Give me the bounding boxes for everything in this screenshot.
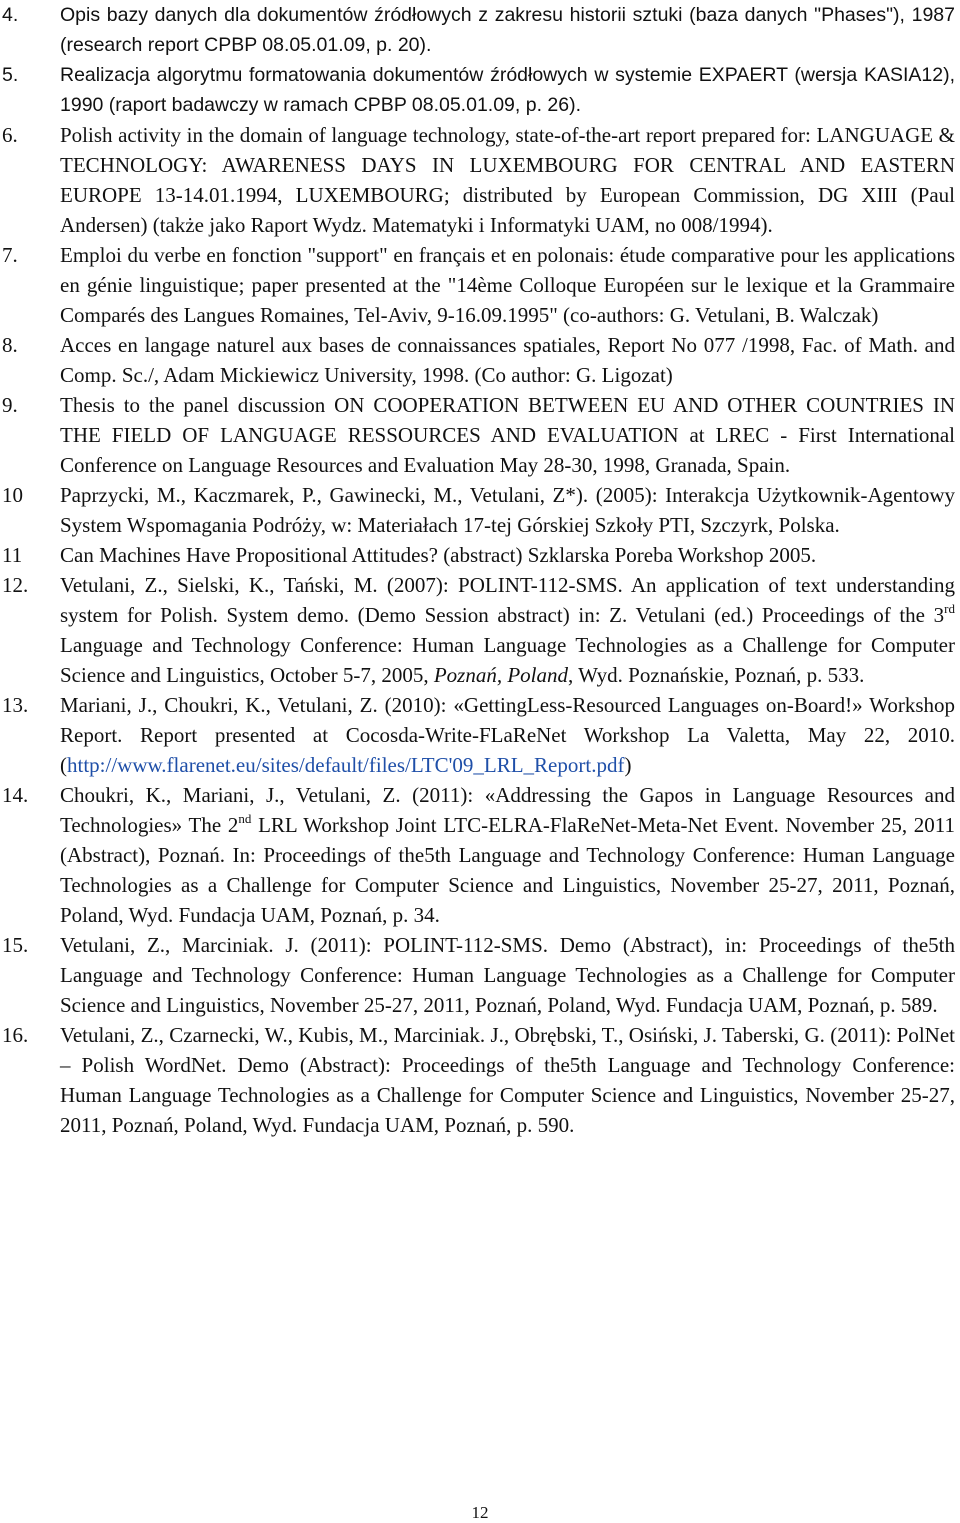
entry-number: 7. [2,243,18,267]
entry-text-segment: Thesis to the panel discussion ON COOPERATION BETWEEN EU AND OTHER COUNTRIES IN THE FIELD OF LANGUAGE RESSOURCES AND EVALUATION at LREC - First International Conference on Language Resources and Evaluation May 28-30, 1998, Granada, Spain. [60,393,955,477]
entry-number: 11 [2,543,23,567]
entry-text-segment: , Wyd. Poznańskie, Poznań, p. 533. [568,663,865,687]
entry-text-segment: Mariani, J., Choukri, K., Vetulani, Z. (2010): «GettingLess-Resourced Languages on-Board!» Workshop Report. Report presented at Cocosda-Write-FLaReNet Workshop La Valetta, May 22, 2010. ( [60,693,955,777]
superscript-text: rd [944,601,955,616]
entry-number: 12. [2,573,29,597]
report-url-link[interactable]: http://www.flarenet.eu/sites/default/files/LTC'09_LRL_Report.pdf [67,753,625,777]
bibliography-entry [0,390,960,480]
bibliography-entry [0,60,960,120]
entry-text-segment: Opis bazy danych dla dokumentów źródłowych z zakresu historii sztuki (baza danych "Phases"), 1987 (research report CPBP 08.05.01.09, p. 20). [60,4,955,56]
entry-text-segment: Realizacja algorytmu formatowania dokumentów źródłowych w systemie EXPAERT (wersja KASIA12), 1990 (raport badawczy w ramach CPBP 08.05.01.09, p. 26). [60,64,955,116]
entry-text-segment: ) [624,753,632,777]
entry-text [60,930,955,1020]
entry-text [60,390,955,480]
bibliography-entry [0,1020,960,1140]
entry-text [60,540,955,570]
entry-text-segment: Language and Technology Conference: Human Language Technologies as a Challenge for Computer Science and Linguistics, October 5-7, 2005, [60,633,955,687]
entry-number: 13. [2,693,29,717]
bibliography-entry [0,330,960,390]
entry-number: 10 [2,483,23,507]
entry-text-segment: Acces en langage naturel aux bases de connaissances spatiales, Report No 077 /1998, Fac. of Math. and Comp. Sc./, Adam Mickiewicz University, 1998. (Co author: G. Ligozat) [60,333,955,387]
entry-number: 9. [2,393,18,417]
entry-text [60,330,955,390]
superscript-text: nd [238,811,252,826]
bibliography-entry [0,0,960,60]
bibliography-entry [0,120,960,240]
bibliography-entry [0,480,960,540]
bibliography-entry [0,690,960,780]
entry-text-segment: Vetulani, Z., Marciniak. J. (2011): POLINT-112-SMS. Demo (Abstract), in: Proceedings of the5th Language and Technology Conference: Human Language Technologies as a Challenge for Computer Science and Linguistics, November 25-27, 2011, Poznań, Poland, Wyd. Fundacja UAM, Poznań, p. 589. [60,933,955,1017]
entry-text [60,570,955,690]
entry-number: 6. [2,123,18,147]
entry-number: 5. [2,64,19,86]
entry-text [60,120,955,240]
entry-text [60,0,955,60]
entry-text-segment: Paprzycki, M., Kaczmarek, P., Gawinecki, M., Vetulani, Z*). (2005): Interakcja Użytkownik-Agentowy System Wspomagania Podróży, w: Materiałach 17-tej Górskiej Szkoły PTI, Szczyrk, Polska. [60,483,955,537]
entry-text-segment: Vetulani, Z., Sielski, K., Tański, M. (2007): POLINT-112-SMS. An application of text understanding system for Polish. System demo. (Demo Session abstract) in: Z. Vetulani (ed.) Proceedings of the 3 [60,573,955,627]
entry-number: 15. [2,933,29,957]
bibliography-entry [0,570,960,690]
entry-text [60,60,955,120]
page-number: 12 [471,1503,489,1522]
entry-text [60,1020,955,1140]
entry-text-segment: Emploi du verbe en fonction "support" en français et en polonais: étude comparative pour les applications en génie linguistique; paper presented at the "14ème Colloque Européen sur le lexique et la Grammaire Comparés des Langues Romaines, Tel-Aviv, 9-16.09.1995" (co-authors: G. Vetulani, B. Walczak) [60,243,955,327]
entry-number: 4. [2,4,19,26]
entry-text-segment: LRL Workshop Joint LTC-ELRA-FlaReNet-Meta-Net Event. November 25, 2011 (Abstract), Poznań. In: Proceedings of the5th Language and Technology Conference: Human Language Technologies as a Challenge for Computer Science and Linguistics, November 25-27, 2011, Poznań, Poland, Wyd. Fundacja UAM, Poznań, p. 34. [60,813,955,927]
bibliography-entry [0,540,960,570]
entry-text [60,240,955,330]
entry-text [60,780,955,930]
entry-text [60,690,955,780]
entry-text-segment: Polish activity in the domain of language technology, state-of-the-art report prepared for: LANGUAGE & TECHNOLOGY: AWARENESS DAYS IN LUXEMBOURG FOR CENTRAL AND EASTERN EUROPE 13-14.01.1994, LUXEMBOURG; distributed by European Commission, DG XIII (Paul Andersen) (także jako Raport Wydz. Matematyki i Informatyki UAM, no 008/1994). [60,123,955,237]
entry-text [60,480,955,540]
entry-number: 14. [2,783,29,807]
entry-number: 8. [2,333,18,357]
entry-text-segment: Vetulani, Z., Czarnecki, W., Kubis, M., Marciniak. J., Obrębski, T., Osiński, J. Taberski, G. (2011): PolNet – Polish WordNet. Demo (Abstract): Proceedings of the5th Language and Technology Conference: Human Language Technologies as a Challenge for Computer Science and Linguistics, November 25-27, 2011, Poznań, Poland, Wyd. Fundacja UAM, Poznań, p. 590. [60,1023,955,1137]
bibliography-entry [0,930,960,1020]
entry-text-segment: Choukri, K., Mariani, J., Vetulani, Z. (2011): «Addressing the Gapos in Language Resources and Technologies» The 2 [60,783,955,837]
bibliography-entry [0,780,960,930]
italic-text: Poznań, Poland [433,663,568,687]
bibliography-entry [0,240,960,330]
entry-text-segment: Can Machines Have Propositional Attitudes? (abstract) Szklarska Poreba Workshop 2005. [60,543,817,567]
entry-number: 16. [2,1023,29,1047]
